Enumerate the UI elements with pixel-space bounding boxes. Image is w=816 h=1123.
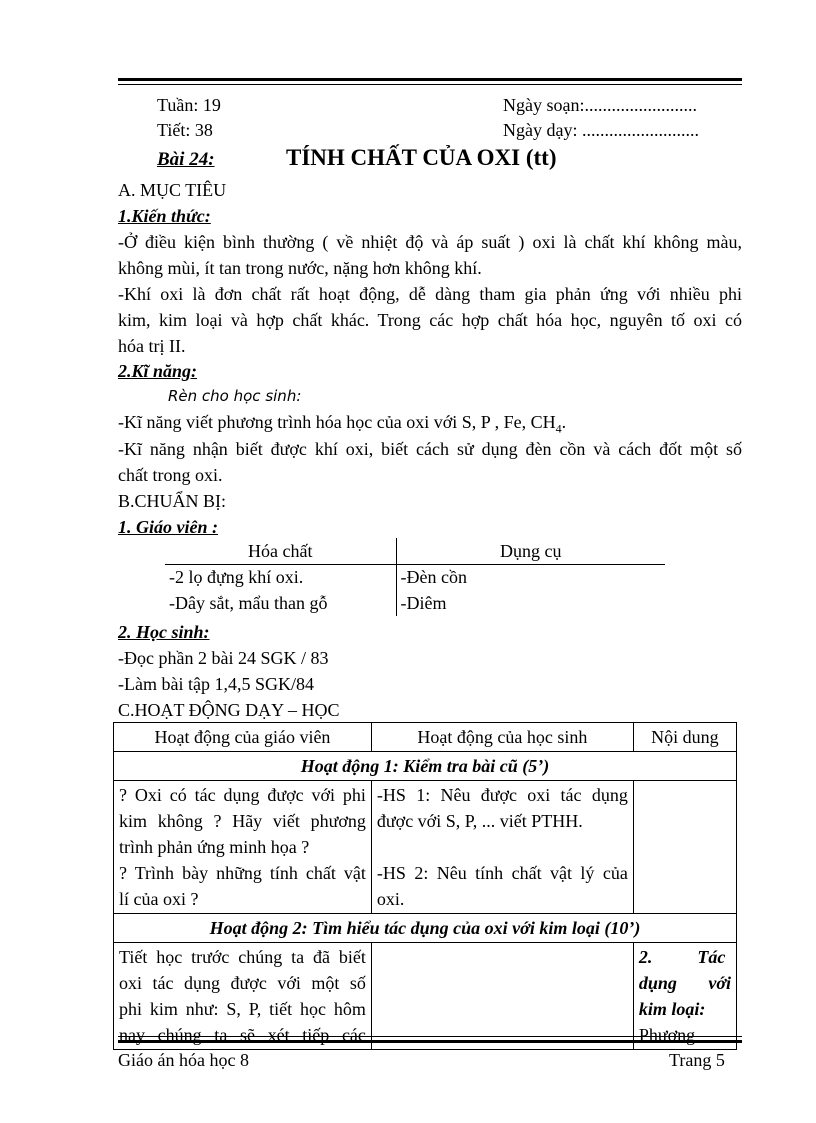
lesson-title: TÍNH CHẤT CỦA OXI (tt) [286, 145, 557, 170]
cell-line: kim loại: [638, 999, 706, 1019]
table-header-row [114, 723, 737, 752]
col-student-header: Hoạt động của học sinh [371, 723, 633, 752]
cell-line: 2. Tác [638, 947, 726, 967]
col-content-header: Nội dung [633, 723, 736, 752]
header-equipment: Dụng cụ [396, 538, 665, 564]
a1-student-cell [371, 781, 633, 914]
section-b-heading: B.CHUẨN BỊ: [118, 491, 227, 511]
bottom-rule [118, 1036, 742, 1043]
table-cell: -Đèn cồn [396, 564, 665, 590]
knowledge-heading: 1.Kiến thức: [118, 206, 211, 226]
table-row [114, 943, 737, 1050]
cell-line: oxi. [376, 889, 405, 909]
skill-paragraph [118, 436, 742, 488]
knowledge-line: -Ở điều kiện bình thường ( về nhiệt độ và áp suất ) oxi là chất khí không màu, [118, 232, 742, 252]
cell-line: Tiết học trước chúng ta đã biết [119, 947, 366, 967]
period-label: Tiết: 38 [157, 120, 213, 140]
section-a-heading: A. MỤC TIÊU [118, 180, 227, 200]
footer-left: Giáo án hóa học 8 [118, 1050, 249, 1070]
cell-line: nay chúng ta sẽ xét tiếp các [119, 1025, 366, 1045]
a1-content-cell [633, 781, 736, 914]
skills-intro: Rèn cho học sinh: [168, 387, 302, 405]
cell-line: được với S, P, ... viết PTHH. [376, 811, 583, 831]
cell-line: ? Trình bày những tính chất vật [119, 863, 366, 883]
cell-line [377, 834, 628, 860]
knowledge-line: không mùi, ít tan trong nước, nặng hơn không khí. [118, 258, 482, 278]
footer-page-number: Trang 5 [669, 1050, 725, 1070]
top-rule [118, 78, 742, 85]
activity-1-row [114, 752, 737, 781]
skill1-text: -Kĩ năng viết phương trình hóa học của oxi với S, P , Fe, CH [118, 412, 556, 432]
teach-date: Ngày dạy: .......................... [503, 120, 699, 140]
knowledge-line: kim, kim loại và hợp chất khác. Trong các hợp chất hóa học, nguyên tố oxi có [118, 310, 742, 330]
knowledge-line: -Khí oxi là đơn chất rất hoạt động, dễ dàng tham gia phản ứng với nhiều phi [118, 284, 742, 304]
activity-2-title: Hoạt động 2: Tìm hiểu tác dụng của oxi với kim loại (10’) [114, 914, 737, 943]
a2-student-cell [371, 943, 633, 1050]
student-heading: 2. Học sinh: [118, 622, 210, 642]
activity-2-row [114, 914, 737, 943]
cell-line: phi kim như: S, P, tiết học hôm [119, 999, 366, 1019]
section-c-heading: C.HOẠT ĐỘNG DẠY – HỌC [118, 700, 340, 720]
teacher-heading: 1. Giáo viên : [118, 517, 218, 537]
skill-line-1 [118, 411, 566, 437]
cell-line: dụng với [638, 973, 731, 993]
cell-line: lí của oxi ? [119, 889, 199, 909]
skill-line: -Kĩ năng nhận biết được khí oxi, biết cách sử dụng đèn cồn và cách đốt một số [118, 439, 742, 459]
skill1-suffix: . [561, 412, 567, 432]
a1-teacher-cell [114, 781, 372, 914]
table-cell: -Diêm [396, 590, 665, 616]
activity-1-title: Hoạt động 1: Kiểm tra bài cũ (5’) [114, 752, 737, 781]
cell-line: oxi tác dụng được với một số [119, 973, 366, 993]
col-teacher-header: Hoạt động của giáo viên [114, 723, 372, 752]
cell-line: ? Oxi có tác dụng được với phi [119, 785, 366, 805]
table-cell: -2 lọ đựng khí oxi. [169, 567, 304, 587]
skills-heading: 2.Kĩ năng: [118, 361, 198, 381]
cell-line: -HS 2: Nêu tính chất vật lý của [376, 863, 628, 883]
header-chemicals: Hóa chất [165, 538, 396, 564]
table-row [165, 590, 665, 616]
lesson-label: Bài 24: [157, 149, 215, 170]
table-row [165, 564, 665, 590]
skill-line: chất trong oxi. [118, 465, 223, 485]
prep-date: Ngày soạn:......................... [503, 95, 697, 115]
knowledge-paragraph [118, 229, 742, 359]
teacher-materials-table [165, 538, 665, 616]
student-line: -Đọc phần 2 bài 24 SGK / 83 [118, 648, 329, 668]
a2-content-cell [633, 943, 736, 1050]
cell-line: kim không ? Hãy viết phương [119, 811, 366, 831]
week-label: Tuần: 19 [157, 95, 221, 115]
student-line: -Làm bài tập 1,4,5 SGK/84 [118, 674, 314, 694]
cell-line: Phương [638, 1025, 696, 1045]
a2-teacher-cell [114, 943, 372, 1050]
cell-line: -HS 1: Nêu được oxi tác dụng [376, 785, 628, 805]
table-cell: -Dây sắt, mẩu than gỗ [169, 592, 328, 613]
cell-line: trình phản ứng minh họa ? [119, 837, 310, 857]
activities-table [113, 722, 737, 1050]
skill1-subscript: 4 [555, 421, 562, 436]
table-row [114, 781, 737, 914]
knowledge-line: hóa trị II. [118, 336, 186, 356]
table-header-row [165, 538, 665, 564]
